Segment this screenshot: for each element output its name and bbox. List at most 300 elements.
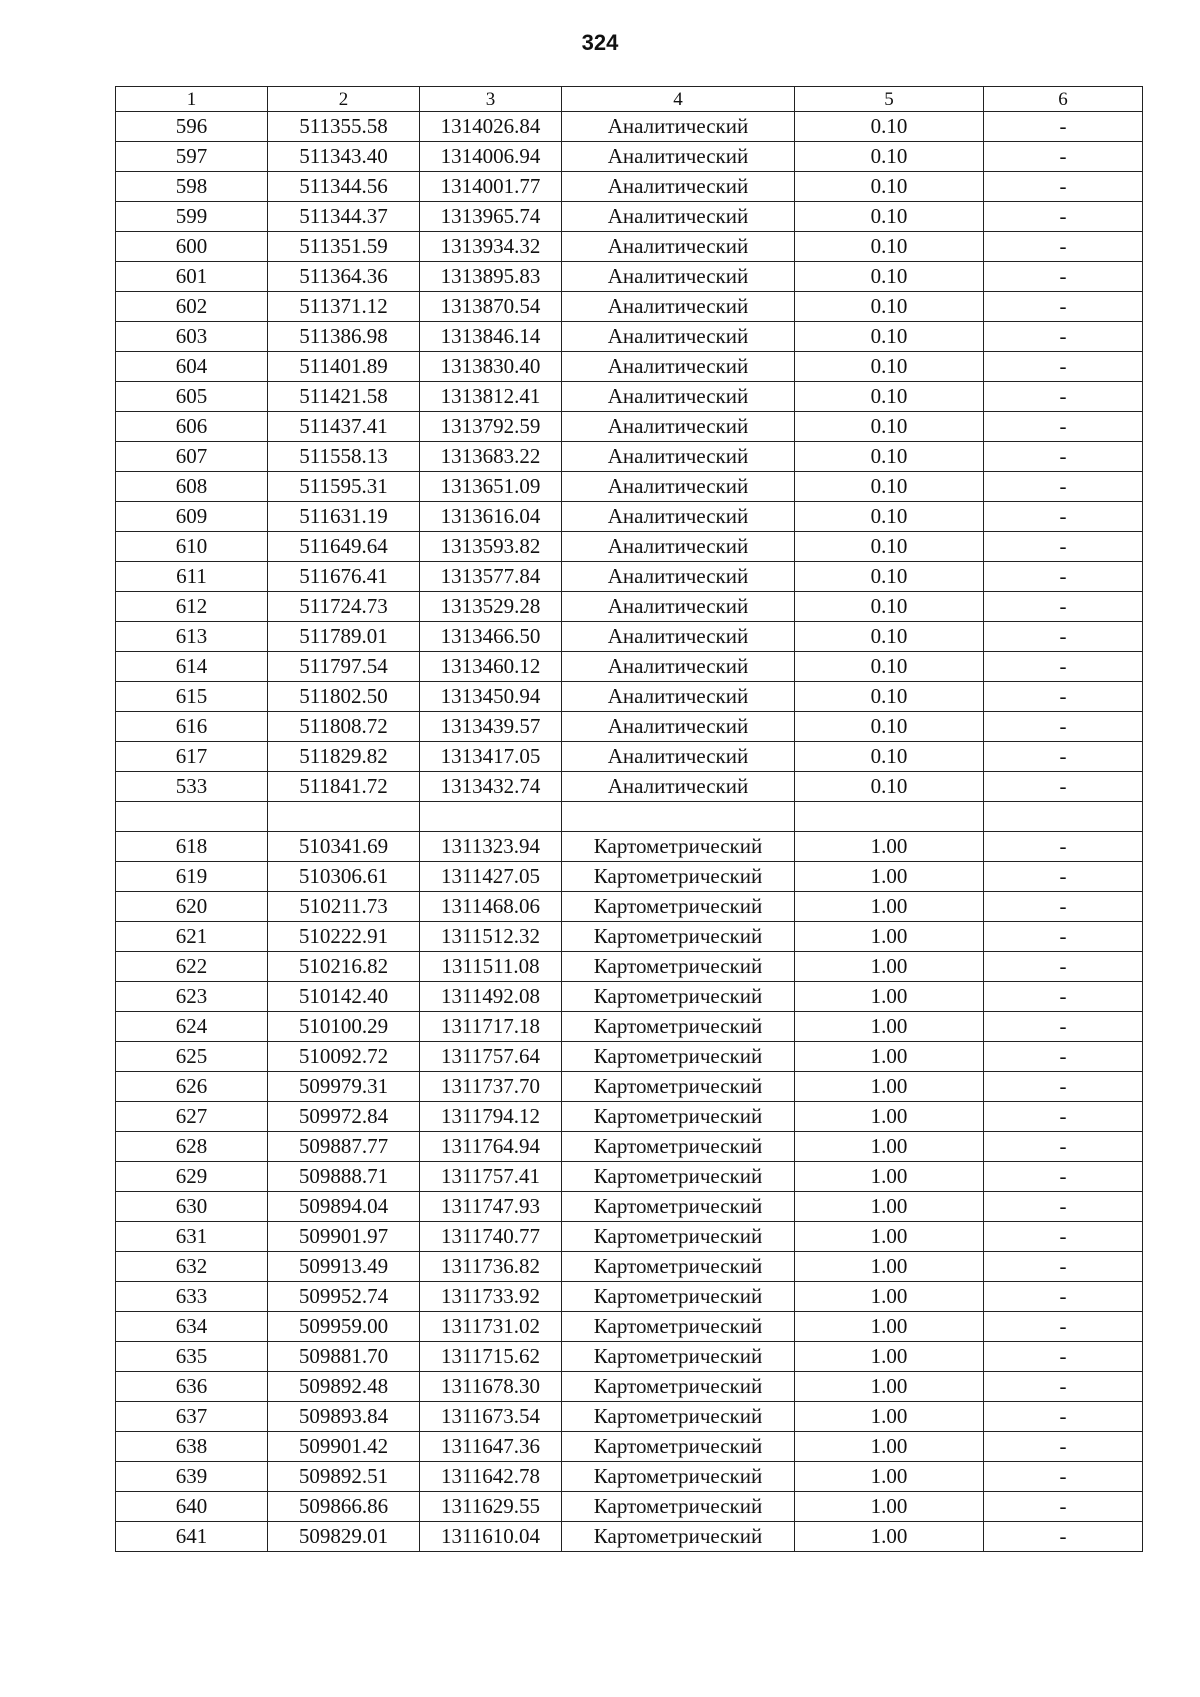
cell-coordinate-y: 1311673.54 bbox=[420, 1402, 562, 1432]
table-row bbox=[116, 562, 1143, 592]
cell-accuracy: 1.00 bbox=[795, 1012, 984, 1042]
cell-point-number: 613 bbox=[116, 622, 268, 652]
table-row bbox=[116, 1462, 1143, 1492]
cell-coordinate-x: 509829.01 bbox=[268, 1522, 420, 1552]
cell-point-number: 628 bbox=[116, 1132, 268, 1162]
cell-coordinate-y: 1311717.18 bbox=[420, 1012, 562, 1042]
table-body bbox=[116, 112, 1143, 1552]
cell-method: Картометрический bbox=[562, 1162, 795, 1192]
cell-method: Картометрический bbox=[562, 1522, 795, 1552]
cell-coordinate-y: 1311629.55 bbox=[420, 1492, 562, 1522]
cell-coordinate-x: 511558.13 bbox=[268, 442, 420, 472]
cell-coordinate-x: 509952.74 bbox=[268, 1282, 420, 1312]
cell-note: - bbox=[984, 142, 1143, 172]
cell-method: Аналитический bbox=[562, 382, 795, 412]
cell-method: Картометрический bbox=[562, 1012, 795, 1042]
cell-coordinate-x: 509893.84 bbox=[268, 1402, 420, 1432]
cell-method: Аналитический bbox=[562, 262, 795, 292]
cell-note: - bbox=[984, 442, 1143, 472]
cell-note: - bbox=[984, 1372, 1143, 1402]
table-row bbox=[116, 862, 1143, 892]
cell-method: Аналитический bbox=[562, 232, 795, 262]
cell-accuracy: 1.00 bbox=[795, 1522, 984, 1552]
cell-coordinate-x: 509901.97 bbox=[268, 1222, 420, 1252]
cell-note: - bbox=[984, 1252, 1143, 1282]
table-row bbox=[116, 802, 1143, 832]
cell-method: Аналитический bbox=[562, 742, 795, 772]
page-number: 324 bbox=[581, 30, 619, 55]
cell-accuracy: 0.10 bbox=[795, 562, 984, 592]
cell-method: Картометрический bbox=[562, 1252, 795, 1282]
cell-coordinate-x: 509901.42 bbox=[268, 1432, 420, 1462]
table-row bbox=[116, 292, 1143, 322]
table-row bbox=[116, 1342, 1143, 1372]
cell-coordinate-x: 511344.56 bbox=[268, 172, 420, 202]
cell-coordinate-x: 509866.86 bbox=[268, 1492, 420, 1522]
cell-point-number: 624 bbox=[116, 1012, 268, 1042]
cell-accuracy: 1.00 bbox=[795, 1042, 984, 1072]
cell-method: Аналитический bbox=[562, 502, 795, 532]
cell-coordinate-y: 1314001.77 bbox=[420, 172, 562, 202]
cell-coordinate-y: 1313466.50 bbox=[420, 622, 562, 652]
cell-accuracy: 0.10 bbox=[795, 442, 984, 472]
table-row bbox=[116, 262, 1143, 292]
table-row bbox=[116, 1522, 1143, 1552]
cell-note: - bbox=[984, 262, 1143, 292]
cell-method: Картометрический bbox=[562, 1192, 795, 1222]
cell-accuracy: 0.10 bbox=[795, 172, 984, 202]
cell-note: - bbox=[984, 952, 1143, 982]
cell-note: - bbox=[984, 1312, 1143, 1342]
cell-method: Картометрический bbox=[562, 1342, 795, 1372]
cell-accuracy: 1.00 bbox=[795, 1432, 984, 1462]
cell-point-number: 627 bbox=[116, 1102, 268, 1132]
table-row bbox=[116, 352, 1143, 382]
cell-accuracy: 0.10 bbox=[795, 712, 984, 742]
cell-point-number: 631 bbox=[116, 1222, 268, 1252]
cell-coordinate-x: 511344.37 bbox=[268, 202, 420, 232]
cell-accuracy: 0.10 bbox=[795, 622, 984, 652]
cell-coordinate-y: 1311492.08 bbox=[420, 982, 562, 1012]
cell-coordinate-y: 1311747.93 bbox=[420, 1192, 562, 1222]
cell-point-number: 636 bbox=[116, 1372, 268, 1402]
cell-note: - bbox=[984, 712, 1143, 742]
cell-method: Картометрический bbox=[562, 1222, 795, 1252]
cell-point-number: 619 bbox=[116, 862, 268, 892]
table-row bbox=[116, 502, 1143, 532]
cell-coordinate-y: 1313934.32 bbox=[420, 232, 562, 262]
cell-accuracy: 1.00 bbox=[795, 1282, 984, 1312]
cell-accuracy: 1.00 bbox=[795, 1252, 984, 1282]
cell-point-number: 637 bbox=[116, 1402, 268, 1432]
cell-accuracy: 0.10 bbox=[795, 112, 984, 142]
cell-accuracy: 0.10 bbox=[795, 322, 984, 352]
cell-note: - bbox=[984, 1492, 1143, 1522]
cell-method: Аналитический bbox=[562, 562, 795, 592]
cell-coordinate-x: 510216.82 bbox=[268, 952, 420, 982]
cell-point-number: 612 bbox=[116, 592, 268, 622]
cell-coordinate-x: 510142.40 bbox=[268, 982, 420, 1012]
cell-coordinate-y: 1313965.74 bbox=[420, 202, 562, 232]
cell-coordinate-x: 509913.49 bbox=[268, 1252, 420, 1282]
cell-coordinate-x: 509894.04 bbox=[268, 1192, 420, 1222]
cell-coordinate-x bbox=[268, 802, 420, 832]
cell-method: Аналитический bbox=[562, 112, 795, 142]
cell-note: - bbox=[984, 922, 1143, 952]
cell-note: - bbox=[984, 1072, 1143, 1102]
cell-point-number: 604 bbox=[116, 352, 268, 382]
cell-point-number: 606 bbox=[116, 412, 268, 442]
cell-coordinate-y: 1313439.57 bbox=[420, 712, 562, 742]
cell-accuracy: 1.00 bbox=[795, 982, 984, 1012]
cell-accuracy: 1.00 bbox=[795, 832, 984, 862]
cell-note: - bbox=[984, 982, 1143, 1012]
cell-accuracy: 1.00 bbox=[795, 952, 984, 982]
cell-method: Картометрический bbox=[562, 922, 795, 952]
cell-note: - bbox=[984, 172, 1143, 202]
table-row bbox=[116, 622, 1143, 652]
cell-method: Аналитический bbox=[562, 202, 795, 232]
cell-note: - bbox=[984, 652, 1143, 682]
cell-point-number: 611 bbox=[116, 562, 268, 592]
cell-point-number: 625 bbox=[116, 1042, 268, 1072]
table-row bbox=[116, 652, 1143, 682]
cell-method: Картометрический bbox=[562, 1462, 795, 1492]
cell-coordinate-x: 511371.12 bbox=[268, 292, 420, 322]
cell-accuracy: 1.00 bbox=[795, 1192, 984, 1222]
cell-point-number: 623 bbox=[116, 982, 268, 1012]
cell-note: - bbox=[984, 472, 1143, 502]
cell-accuracy: 0.10 bbox=[795, 142, 984, 172]
cell-point-number: 640 bbox=[116, 1492, 268, 1522]
cell-note: - bbox=[984, 1222, 1143, 1252]
cell-coordinate-y: 1311647.36 bbox=[420, 1432, 562, 1462]
cell-point-number: 597 bbox=[116, 142, 268, 172]
cell-note: - bbox=[984, 682, 1143, 712]
table-row bbox=[116, 412, 1143, 442]
cell-method: Картометрический bbox=[562, 1072, 795, 1102]
cell-coordinate-x: 510211.73 bbox=[268, 892, 420, 922]
cell-accuracy: 0.10 bbox=[795, 202, 984, 232]
cell-note: - bbox=[984, 352, 1143, 382]
cell-accuracy: 1.00 bbox=[795, 1222, 984, 1252]
table-row bbox=[116, 1072, 1143, 1102]
cell-coordinate-x: 509888.71 bbox=[268, 1162, 420, 1192]
cell-accuracy: 1.00 bbox=[795, 1402, 984, 1432]
cell-point-number: 633 bbox=[116, 1282, 268, 1312]
table-row bbox=[116, 1372, 1143, 1402]
cell-coordinate-y: 1311715.62 bbox=[420, 1342, 562, 1372]
cell-note: - bbox=[984, 1432, 1143, 1462]
cell-coordinate-x: 511595.31 bbox=[268, 472, 420, 502]
table-row bbox=[116, 1312, 1143, 1342]
cell-method: Картометрический bbox=[562, 952, 795, 982]
cell-point-number: 617 bbox=[116, 742, 268, 772]
cell-accuracy: 0.10 bbox=[795, 532, 984, 562]
cell-method: Картометрический bbox=[562, 1132, 795, 1162]
cell-note: - bbox=[984, 1042, 1143, 1072]
cell-point-number: 610 bbox=[116, 532, 268, 562]
table-row bbox=[116, 742, 1143, 772]
cell-coordinate-x: 511437.41 bbox=[268, 412, 420, 442]
cell-coordinate-x: 510306.61 bbox=[268, 862, 420, 892]
cell-point-number: 629 bbox=[116, 1162, 268, 1192]
cell-method: Картометрический bbox=[562, 1312, 795, 1342]
cell-note: - bbox=[984, 1162, 1143, 1192]
cell-point-number: 615 bbox=[116, 682, 268, 712]
table-row bbox=[116, 832, 1143, 862]
cell-coordinate-x: 511841.72 bbox=[268, 772, 420, 802]
cell-method: Аналитический bbox=[562, 772, 795, 802]
table-row bbox=[116, 442, 1143, 472]
cell-point-number: 632 bbox=[116, 1252, 268, 1282]
table-row bbox=[116, 592, 1143, 622]
cell-method: Аналитический bbox=[562, 592, 795, 622]
cell-note: - bbox=[984, 622, 1143, 652]
cell-coordinate-y: 1311757.64 bbox=[420, 1042, 562, 1072]
cell-point-number: 639 bbox=[116, 1462, 268, 1492]
cell-point-number: 618 bbox=[116, 832, 268, 862]
cell-method: Картометрический bbox=[562, 862, 795, 892]
cell-note: - bbox=[984, 232, 1143, 262]
cell-coordinate-y: 1311733.92 bbox=[420, 1282, 562, 1312]
cell-coordinate-x: 511789.01 bbox=[268, 622, 420, 652]
cell-note: - bbox=[984, 592, 1143, 622]
table-row bbox=[116, 142, 1143, 172]
cell-coordinate-y: 1311737.70 bbox=[420, 1072, 562, 1102]
table-row bbox=[116, 1252, 1143, 1282]
cell-coordinate-x: 509979.31 bbox=[268, 1072, 420, 1102]
cell-point-number: 599 bbox=[116, 202, 268, 232]
coordinates-table bbox=[115, 86, 1143, 1552]
table-header bbox=[116, 87, 1143, 112]
cell-coordinate-y: 1313432.74 bbox=[420, 772, 562, 802]
table-row bbox=[116, 682, 1143, 712]
cell-accuracy: 0.10 bbox=[795, 682, 984, 712]
cell-coordinate-y: 1313651.09 bbox=[420, 472, 562, 502]
cell-coordinate-x: 511829.82 bbox=[268, 742, 420, 772]
cell-point-number: 601 bbox=[116, 262, 268, 292]
cell-point-number: 630 bbox=[116, 1192, 268, 1222]
header-col-6: 6 bbox=[984, 87, 1143, 112]
cell-note: - bbox=[984, 1192, 1143, 1222]
cell-accuracy: 0.10 bbox=[795, 652, 984, 682]
cell-coordinate-y: 1311610.04 bbox=[420, 1522, 562, 1552]
cell-coordinate-y: 1311323.94 bbox=[420, 832, 562, 862]
cell-coordinate-x: 510222.91 bbox=[268, 922, 420, 952]
cell-coordinate-x: 511808.72 bbox=[268, 712, 420, 742]
cell-note: - bbox=[984, 742, 1143, 772]
cell-note: - bbox=[984, 772, 1143, 802]
table-row bbox=[116, 772, 1143, 802]
table-row bbox=[116, 952, 1143, 982]
cell-coordinate-x: 511724.73 bbox=[268, 592, 420, 622]
cell-note: - bbox=[984, 112, 1143, 142]
cell-coordinate-x: 511649.64 bbox=[268, 532, 420, 562]
cell-accuracy: 1.00 bbox=[795, 1492, 984, 1522]
cell-accuracy: 0.10 bbox=[795, 742, 984, 772]
cell-point-number: 600 bbox=[116, 232, 268, 262]
cell-coordinate-y: 1313812.41 bbox=[420, 382, 562, 412]
cell-note: - bbox=[984, 562, 1143, 592]
cell-method: Картометрический bbox=[562, 1432, 795, 1462]
cell-point-number: 609 bbox=[116, 502, 268, 532]
cell-coordinate-x: 509959.00 bbox=[268, 1312, 420, 1342]
cell-coordinate-y: 1313450.94 bbox=[420, 682, 562, 712]
cell-point-number: 634 bbox=[116, 1312, 268, 1342]
cell-point-number: 626 bbox=[116, 1072, 268, 1102]
cell-coordinate-y bbox=[420, 802, 562, 832]
cell-note: - bbox=[984, 202, 1143, 232]
cell-coordinate-y: 1311757.41 bbox=[420, 1162, 562, 1192]
cell-note: - bbox=[984, 292, 1143, 322]
cell-method: Аналитический bbox=[562, 652, 795, 682]
cell-point-number: 608 bbox=[116, 472, 268, 502]
cell-accuracy bbox=[795, 802, 984, 832]
cell-method: Аналитический bbox=[562, 622, 795, 652]
cell-method: Картометрический bbox=[562, 1372, 795, 1402]
cell-coordinate-x: 509887.77 bbox=[268, 1132, 420, 1162]
table-row bbox=[116, 172, 1143, 202]
cell-method: Аналитический bbox=[562, 532, 795, 562]
cell-point-number: 641 bbox=[116, 1522, 268, 1552]
cell-accuracy: 0.10 bbox=[795, 502, 984, 532]
header-col-5: 5 bbox=[795, 87, 984, 112]
cell-coordinate-y: 1313895.83 bbox=[420, 262, 562, 292]
cell-accuracy: 0.10 bbox=[795, 592, 984, 622]
cell-coordinate-x: 509892.51 bbox=[268, 1462, 420, 1492]
cell-note: - bbox=[984, 892, 1143, 922]
table-row bbox=[116, 532, 1143, 562]
cell-note: - bbox=[984, 1402, 1143, 1432]
cell-note: - bbox=[984, 1522, 1143, 1552]
cell-coordinate-y: 1313792.59 bbox=[420, 412, 562, 442]
table-row bbox=[116, 712, 1143, 742]
cell-coordinate-x: 511676.41 bbox=[268, 562, 420, 592]
cell-accuracy: 1.00 bbox=[795, 1462, 984, 1492]
cell-coordinate-y: 1311642.78 bbox=[420, 1462, 562, 1492]
cell-note: - bbox=[984, 862, 1143, 892]
cell-accuracy: 0.10 bbox=[795, 352, 984, 382]
cell-note: - bbox=[984, 1012, 1143, 1042]
table-row bbox=[116, 1282, 1143, 1312]
cell-coordinate-x: 509972.84 bbox=[268, 1102, 420, 1132]
table-row bbox=[116, 982, 1143, 1012]
cell-coordinate-x: 511401.89 bbox=[268, 352, 420, 382]
cell-note: - bbox=[984, 1132, 1143, 1162]
cell-coordinate-y: 1313846.14 bbox=[420, 322, 562, 352]
table-row bbox=[116, 232, 1143, 262]
cell-coordinate-x: 511386.98 bbox=[268, 322, 420, 352]
cell-accuracy: 0.10 bbox=[795, 412, 984, 442]
table-row bbox=[116, 1192, 1143, 1222]
cell-accuracy: 1.00 bbox=[795, 862, 984, 892]
cell-method: Картометрический bbox=[562, 1042, 795, 1072]
header-row bbox=[116, 87, 1143, 112]
cell-coordinate-y: 1314026.84 bbox=[420, 112, 562, 142]
cell-note: - bbox=[984, 412, 1143, 442]
cell-point-number: 533 bbox=[116, 772, 268, 802]
cell-coordinate-y: 1313577.84 bbox=[420, 562, 562, 592]
cell-coordinate-x: 511351.59 bbox=[268, 232, 420, 262]
cell-accuracy: 1.00 bbox=[795, 1132, 984, 1162]
cell-coordinate-y: 1314006.94 bbox=[420, 142, 562, 172]
cell-note: - bbox=[984, 832, 1143, 862]
cell-point-number bbox=[116, 802, 268, 832]
header-col-4: 4 bbox=[562, 87, 795, 112]
cell-coordinate-y: 1311731.02 bbox=[420, 1312, 562, 1342]
cell-point-number: 638 bbox=[116, 1432, 268, 1462]
cell-point-number: 596 bbox=[116, 112, 268, 142]
cell-coordinate-x: 509892.48 bbox=[268, 1372, 420, 1402]
cell-accuracy: 1.00 bbox=[795, 1312, 984, 1342]
cell-note: - bbox=[984, 1462, 1143, 1492]
cell-method: Аналитический bbox=[562, 352, 795, 382]
cell-coordinate-y: 1313870.54 bbox=[420, 292, 562, 322]
cell-point-number: 635 bbox=[116, 1342, 268, 1372]
cell-coordinate-y: 1313529.28 bbox=[420, 592, 562, 622]
cell-note bbox=[984, 802, 1143, 832]
cell-coordinate-y: 1313683.22 bbox=[420, 442, 562, 472]
cell-point-number: 598 bbox=[116, 172, 268, 202]
cell-coordinate-x: 510341.69 bbox=[268, 832, 420, 862]
cell-coordinate-x: 510092.72 bbox=[268, 1042, 420, 1072]
table-row bbox=[116, 1402, 1143, 1432]
cell-coordinate-y: 1313417.05 bbox=[420, 742, 562, 772]
table-row bbox=[116, 1222, 1143, 1252]
cell-coordinate-y: 1313593.82 bbox=[420, 532, 562, 562]
cell-coordinate-x: 510100.29 bbox=[268, 1012, 420, 1042]
cell-coordinate-x: 511421.58 bbox=[268, 382, 420, 412]
table-row bbox=[116, 1432, 1143, 1462]
table-row bbox=[116, 1492, 1143, 1522]
cell-accuracy: 1.00 bbox=[795, 1372, 984, 1402]
table-row bbox=[116, 322, 1143, 352]
cell-method: Аналитический bbox=[562, 712, 795, 742]
cell-coordinate-x: 511364.36 bbox=[268, 262, 420, 292]
cell-accuracy: 0.10 bbox=[795, 772, 984, 802]
table-row bbox=[116, 1162, 1143, 1192]
cell-coordinate-x: 511797.54 bbox=[268, 652, 420, 682]
table-row bbox=[116, 112, 1143, 142]
cell-accuracy: 0.10 bbox=[795, 232, 984, 262]
cell-method: Аналитический bbox=[562, 442, 795, 472]
table-row bbox=[116, 1102, 1143, 1132]
cell-coordinate-x: 511802.50 bbox=[268, 682, 420, 712]
cell-coordinate-y: 1311427.05 bbox=[420, 862, 562, 892]
cell-method: Аналитический bbox=[562, 472, 795, 502]
cell-accuracy: 0.10 bbox=[795, 472, 984, 502]
cell-note: - bbox=[984, 1342, 1143, 1372]
cell-coordinate-x: 511631.19 bbox=[268, 502, 420, 532]
cell-method: Аналитический bbox=[562, 172, 795, 202]
cell-point-number: 607 bbox=[116, 442, 268, 472]
table-row bbox=[116, 1132, 1143, 1162]
cell-point-number: 614 bbox=[116, 652, 268, 682]
cell-accuracy: 0.10 bbox=[795, 382, 984, 412]
cell-coordinate-y: 1311794.12 bbox=[420, 1102, 562, 1132]
cell-note: - bbox=[984, 532, 1143, 562]
table-row bbox=[116, 1012, 1143, 1042]
cell-coordinate-y: 1311511.08 bbox=[420, 952, 562, 982]
cell-coordinate-y: 1311740.77 bbox=[420, 1222, 562, 1252]
cell-coordinate-y: 1313460.12 bbox=[420, 652, 562, 682]
cell-method: Аналитический bbox=[562, 412, 795, 442]
table-row bbox=[116, 922, 1143, 952]
cell-coordinate-y: 1311468.06 bbox=[420, 892, 562, 922]
cell-accuracy: 1.00 bbox=[795, 1342, 984, 1372]
cell-method: Картометрический bbox=[562, 832, 795, 862]
